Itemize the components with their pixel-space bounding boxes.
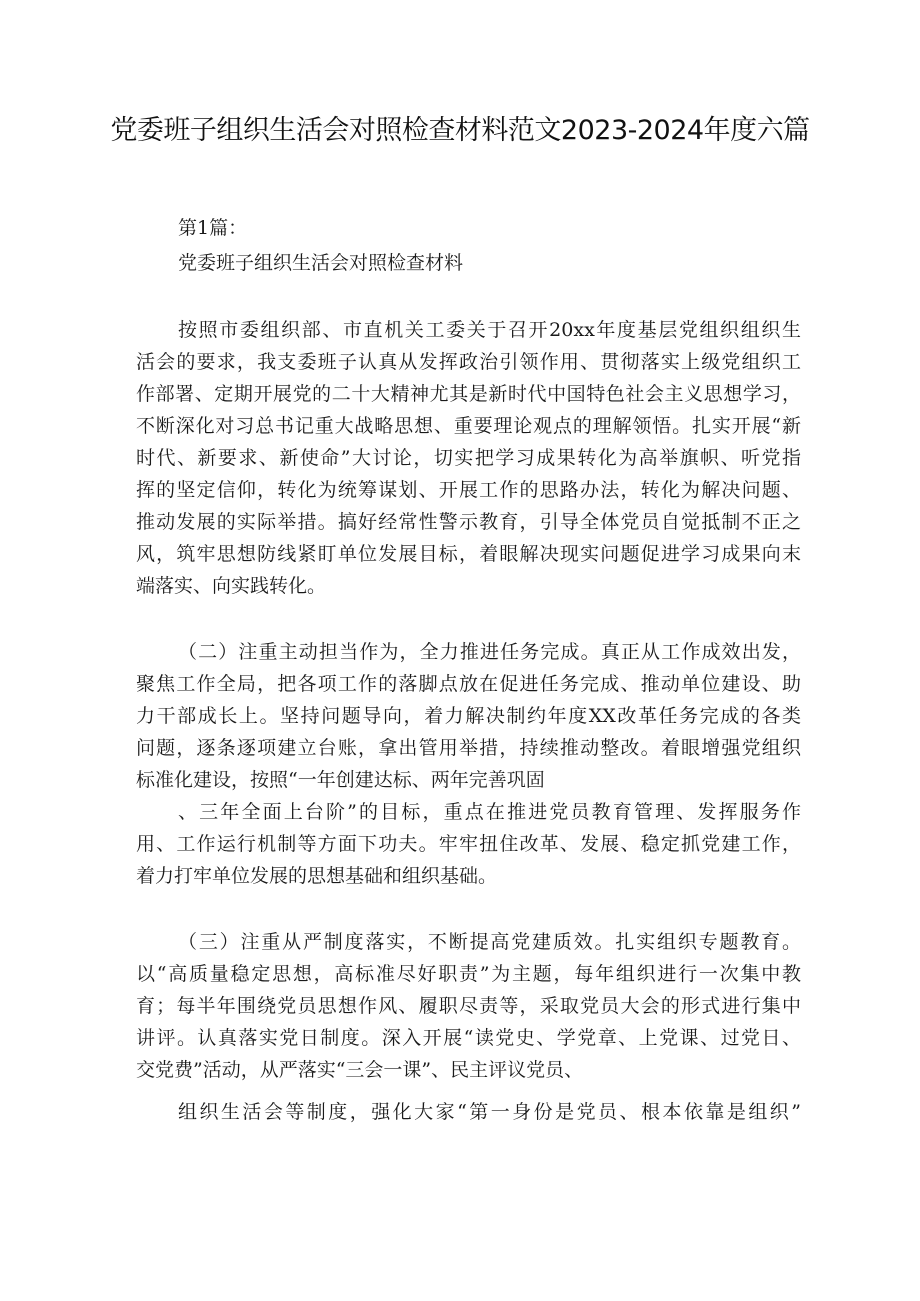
document-title: 党委班子组织生活会对照检查材料范文2023-2024年度六篇 <box>110 115 810 146</box>
paragraph-line: 以“高质量稳定思想，高标准尽好职责”为主题，每年组织进行一次集中教 <box>136 963 801 985</box>
section-title: 党委班子组织生活会对照检查材料 <box>178 252 464 274</box>
paragraph-line: 端落实、向实践转化。 <box>136 575 327 597</box>
paragraph-line: 力干部成长上。坚持问题导向，着力解决制约年度XX改革任务完成的各类 <box>136 705 801 727</box>
paragraph-line: 、三年全面上台阶”的目标，重点在推进党员教育管理、发挥服务作 <box>178 801 801 823</box>
paragraph-line: 着力打牢单位发展的思想基础和组织基础。 <box>136 865 498 887</box>
paragraph-line: 风，筑牢思想防线紧盯单位发展目标，着眼解决现实问题促进学习成果向末 <box>136 543 801 565</box>
section-label: 第1篇： <box>178 217 248 239</box>
paragraph-line: 按照市委组织部、市直机关工委关于召开20xx年度基层党组织组织生 <box>178 319 801 341</box>
paragraph-line: 育；每半年围绕党员思想作风、履职尽责等，采取党员大会的形式进行集中 <box>136 995 801 1017</box>
paragraph-line: 聚焦工作全局，把各项工作的落脚点放在促进任务完成、推动单位建设、助 <box>136 673 801 695</box>
paragraph-line: 活会的要求，我支委班子认真从发挥政治引领作用、贯彻落实上级党组织工 <box>136 351 801 373</box>
paragraph-line: （三）注重从严制度落实，不断提高党建质效。扎实组织专题教育。 <box>178 931 801 953</box>
paragraph-line: 时代、新要求、新使命”大讨论，切实把学习成果转化为高举旗帜、听党指 <box>136 447 801 469</box>
paragraph-line: 挥的坚定信仰，转化为统筹谋划、开展工作的思路办法，转化为解决问题、 <box>136 479 801 501</box>
paragraph-line: （二）注重主动担当作为，全力推进任务完成。真正从工作成效出发， <box>178 641 801 663</box>
paragraph-line: 讲评。认真落实党日制度。深入开展“读党史、学党章、上党课、过党日、 <box>136 1027 801 1049</box>
paragraph-line: 交党费”活动，从严落实“三会一课”、民主评议党员、 <box>136 1059 584 1081</box>
paragraph-line: 作部署、定期开展党的二十大精神尤其是新时代中国特色社会主义思想学习， <box>136 383 801 405</box>
paragraph-line: 推动发展的实际举措。搞好经常性警示教育，引导全体党员自觉抵制不正之 <box>136 511 801 533</box>
paragraph-line: 标准化建设，按照“一年创建达标、两年完善巩固 <box>136 769 545 791</box>
paragraph-line: 问题，逐条逐项建立台账，拿出管用举措，持续推动整改。着眼增强党组织 <box>136 737 801 759</box>
paragraph-line: 用、工作运行机制等方面下功夫。牢牢扭住改革、发展、稳定抓党建工作， <box>136 833 801 855</box>
paragraph-line: 组织生活会等制度，强化大家“第一身份是党员、根本依靠是组织” <box>178 1101 801 1123</box>
paragraph-line: 不断深化对习总书记重大战略思想、重要理论观点的理解领悟。扎实开展“新 <box>136 415 801 437</box>
